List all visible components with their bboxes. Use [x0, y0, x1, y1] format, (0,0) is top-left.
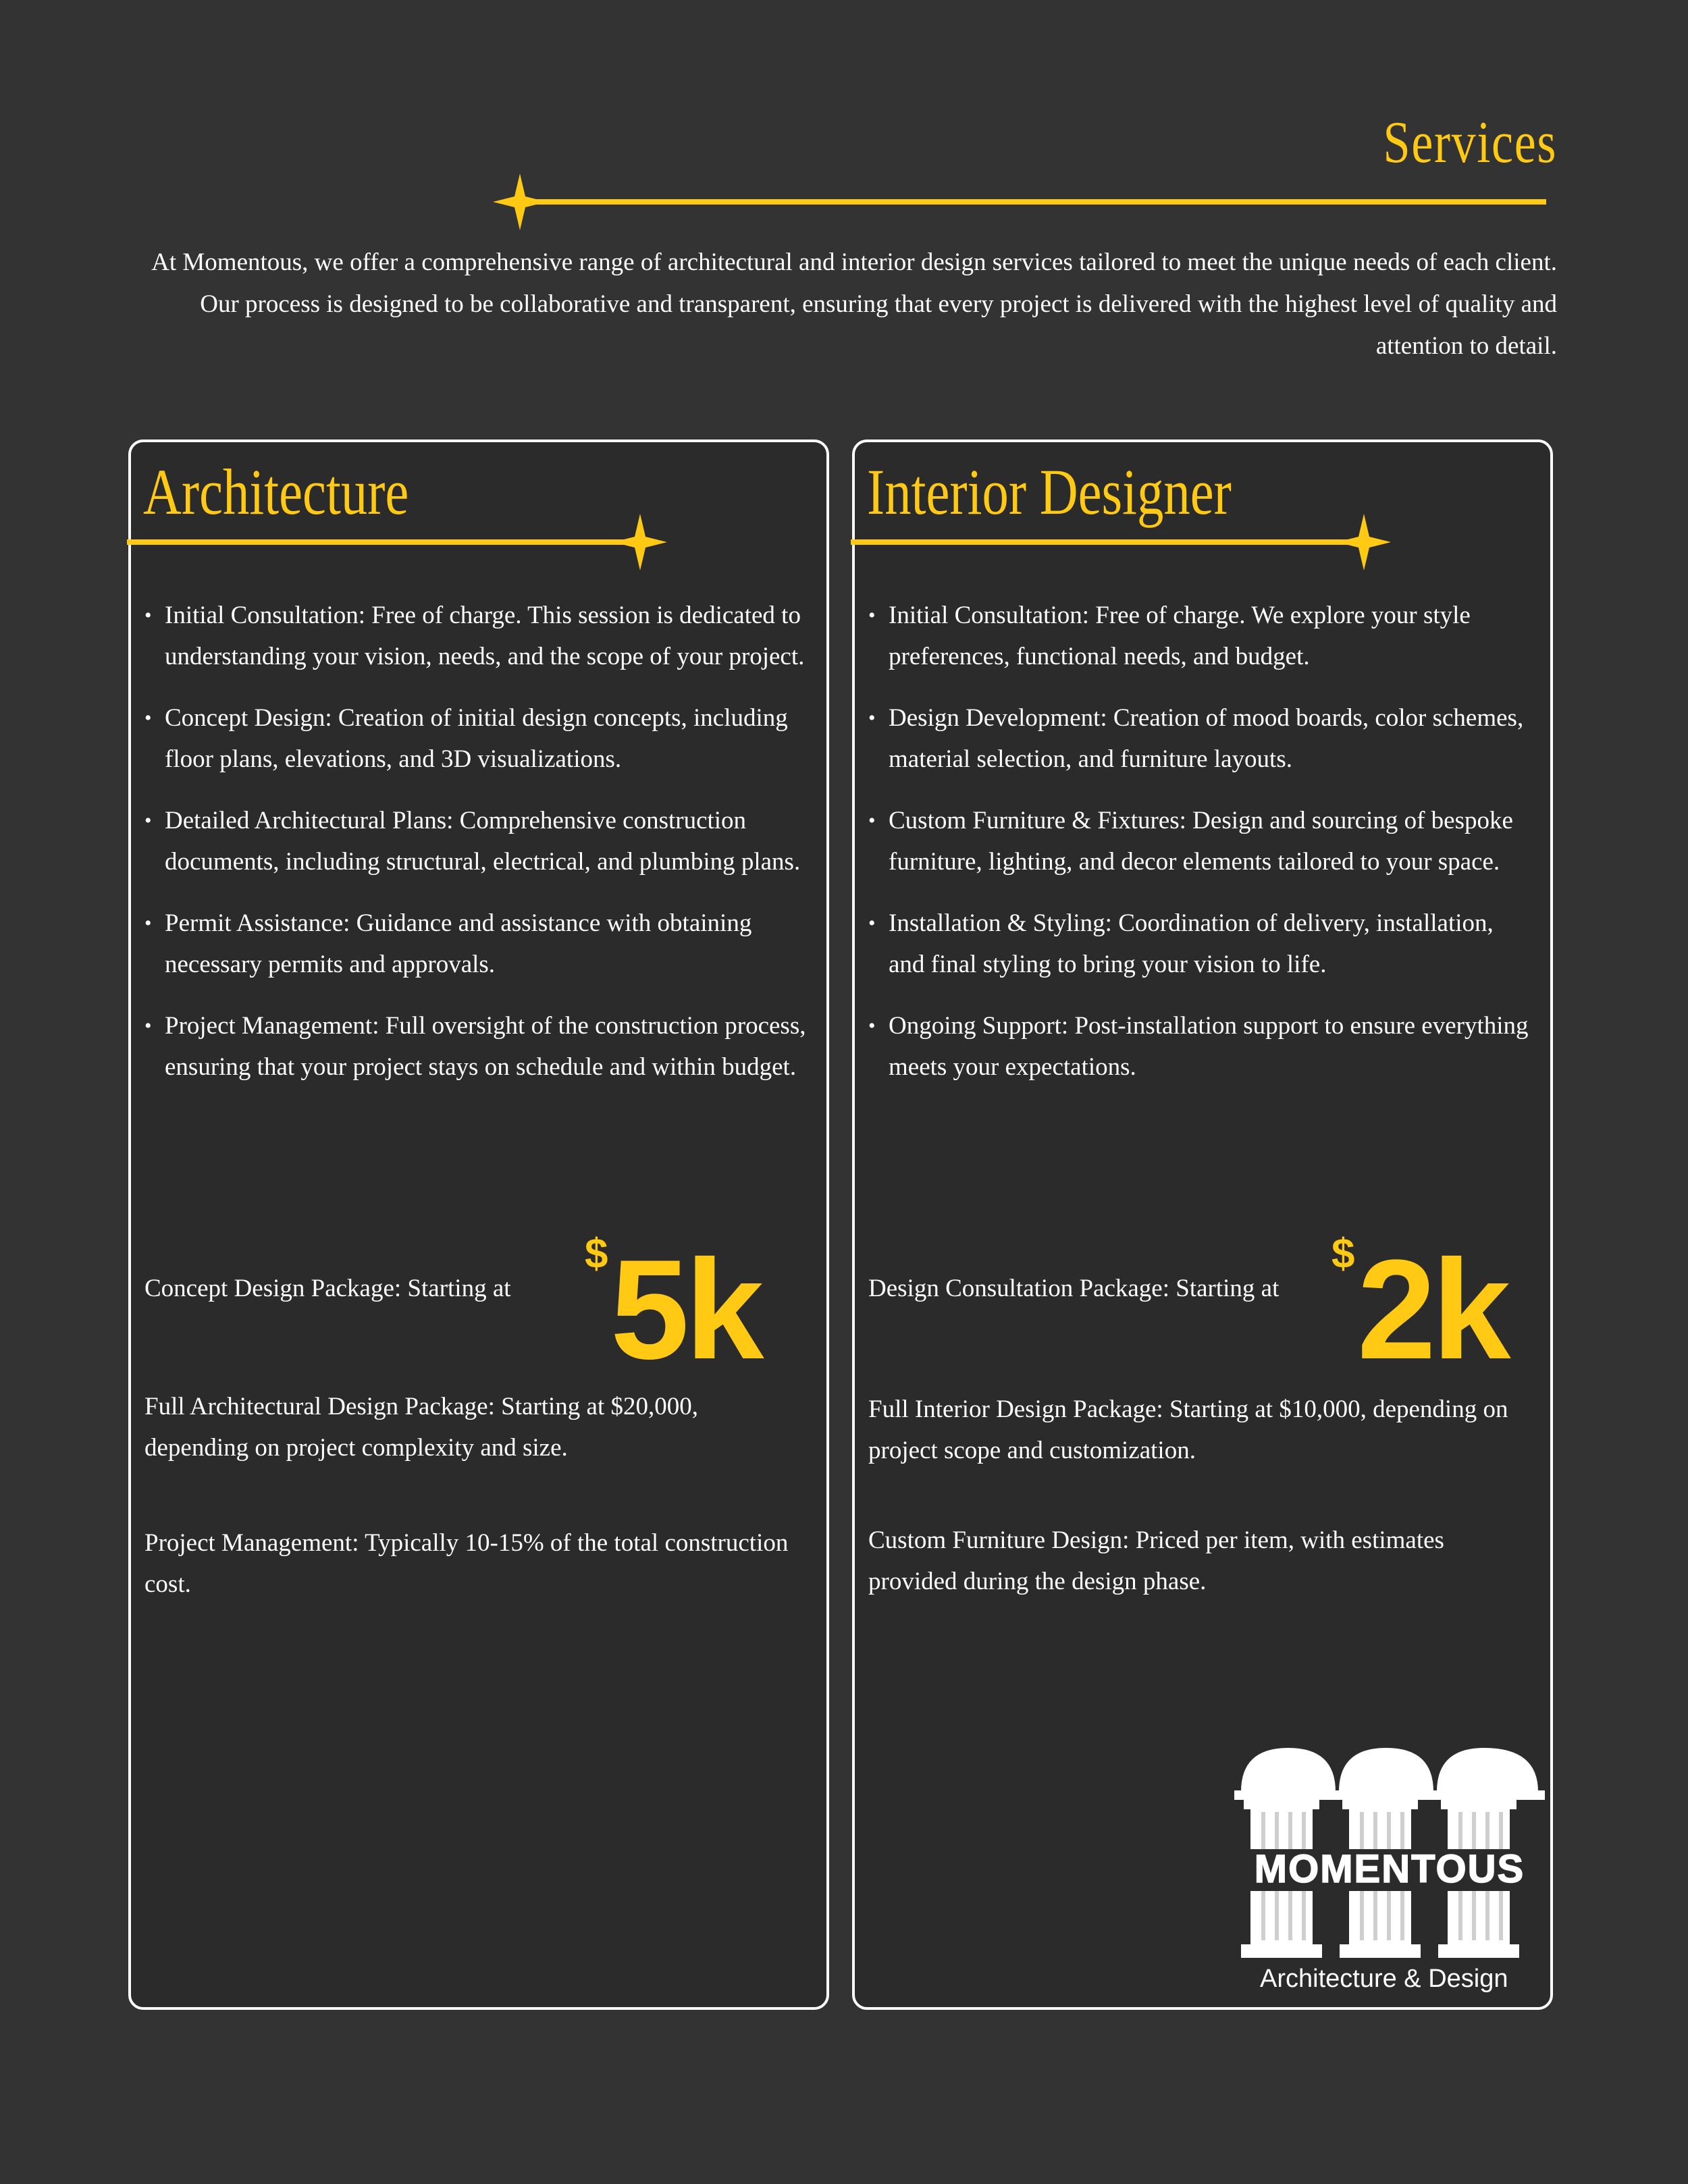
logo-wordmark: MOMENTOUS [1254, 1847, 1525, 1891]
list-item: • Ongoing Support: Post-installation support to ensure everything meets your expectations. [868, 1005, 1533, 1088]
list-item: • Permit Assistance: Guidance and assistance with obtaining necessary permits and approvals. [144, 903, 809, 985]
list-item: • Initial Consultation: Free of charge. This session is dedicated to understanding your vision, needs, and the scope of your project. [144, 595, 809, 677]
list-item: • Detailed Architectural Plans: Comprehensive construction documents, including structural, electrical, and plumbing plans. [144, 800, 809, 882]
architecture-full-package: Full Architectural Design Package: Starting at $20,000, depending on project complexity and size. [144, 1393, 698, 1462]
list-item: • Installation & Styling: Coordination of delivery, installation, and final styling to bring your vision to life. [868, 903, 1533, 985]
interior-services-list [868, 595, 1533, 1108]
list-item: • Project Management: Full oversight of the construction process, ensuring that your project stays on schedule and within budget. [144, 1005, 809, 1088]
momentous-logo [1234, 1744, 1545, 1961]
architecture-services-list [144, 595, 809, 1108]
header-divider-star-icon [493, 172, 1560, 233]
architecture-divider-star-icon [127, 512, 678, 573]
interior-price-symbol: $ [1331, 1231, 1355, 1277]
interior-divider-star-icon [851, 512, 1402, 573]
list-item: • Initial Consultation: Free of charge. We explore your style preferences, functional needs, and budget. [868, 595, 1533, 677]
logo-caption: Architecture & Design [1260, 1965, 1508, 1993]
interior-custom-furniture: Custom Furniture Design: Priced per item, with estimates provided during the design phase. [868, 1526, 1444, 1595]
architecture-title: Architecture [143, 456, 409, 528]
intro-paragraph: At Momentous, we offer a comprehensive range of architectural and interior design services tailored to meet the unique needs of each client. Our process is designed to be collaborative and transparent, ensuring that every project is delivered with the highest level of quality and attention to detail. [151, 248, 1557, 360]
list-item: • Custom Furniture & Fixtures: Design and sourcing of bespoke furniture, lighting, and decor elements tailored to your space. [868, 800, 1533, 882]
interior-package-label: Design Consultation Package: Starting at [868, 1275, 1280, 1302]
interior-price: 2k [1357, 1230, 1507, 1389]
architecture-package-label: Concept Design Package: Starting at [144, 1275, 511, 1302]
list-item: • Design Development: Creation of mood boards, color schemes, material selection, and furniture layouts. [868, 697, 1533, 780]
interior-title: Interior Designer [867, 456, 1232, 528]
architecture-price-symbol: $ [585, 1231, 608, 1277]
list-item: • Concept Design: Creation of initial design concepts, including floor plans, elevations, and 3D visualizations. [144, 697, 809, 780]
architecture-card [128, 440, 829, 2010]
services-title: Services [1383, 110, 1557, 176]
architecture-project-management: Project Management: Typically 10-15% of the total construction cost. [144, 1529, 789, 1598]
architecture-price: 5k [610, 1230, 760, 1389]
interior-full-package: Full Interior Design Package: Starting at $10,000, depending on project scope and customization. [868, 1395, 1508, 1464]
